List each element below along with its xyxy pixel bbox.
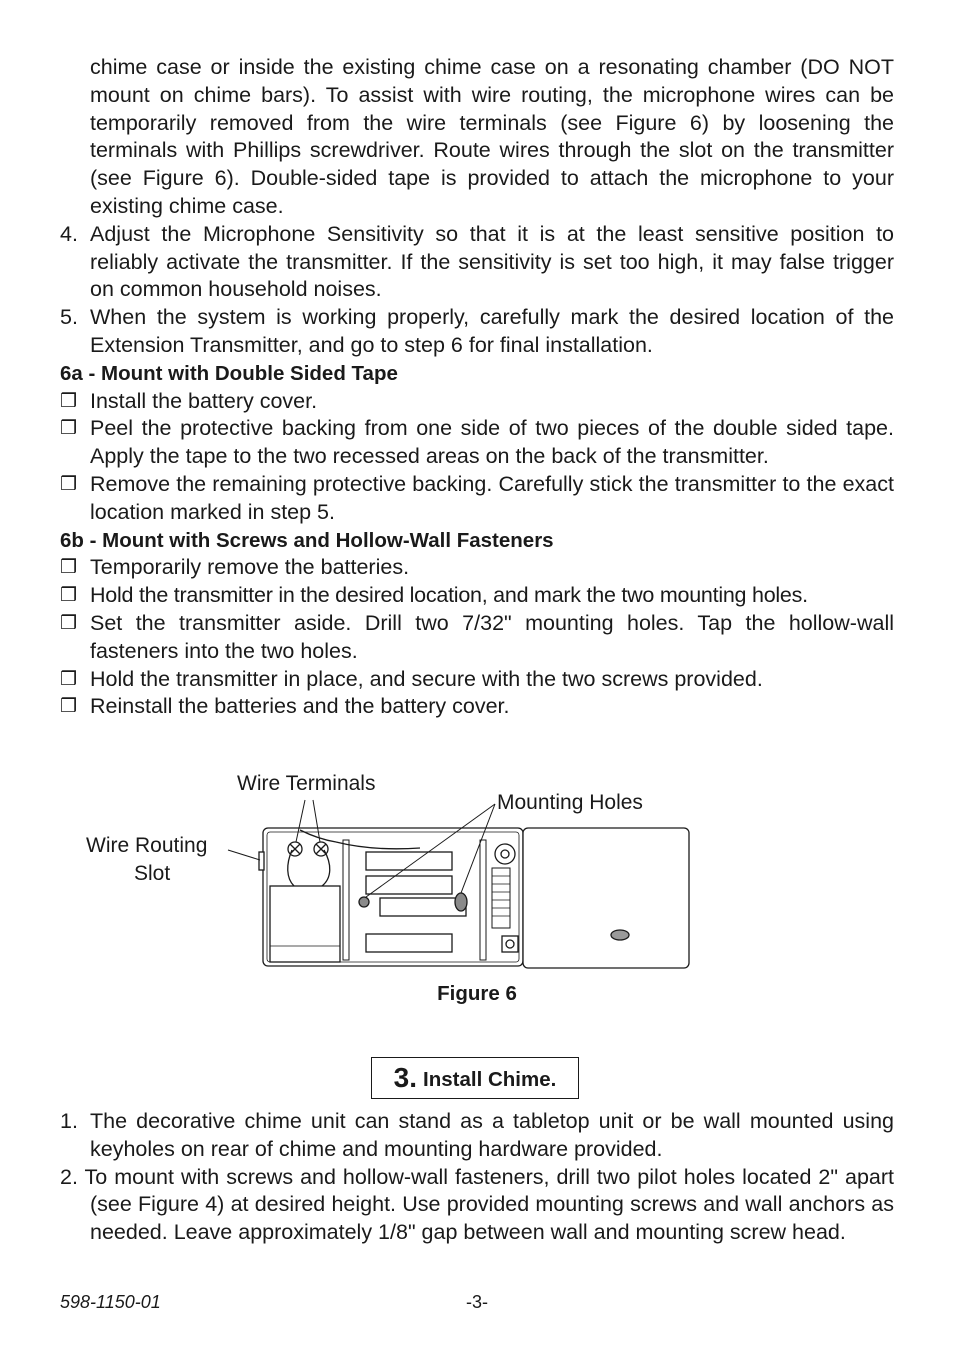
leader-line <box>296 800 305 842</box>
sensitivity-knob <box>495 844 515 864</box>
step-number: 4. <box>60 221 78 246</box>
figure-caption: Figure 6 <box>437 982 517 1005</box>
wire-routing-slot <box>259 852 264 870</box>
transmitter-diagram <box>60 760 894 975</box>
checklist-text: Set the transmitter aside. Drill two 7/32" mounting holes. Tap the hollow-wall fasteners into the two holes. <box>90 610 894 663</box>
battery-clip <box>480 840 486 960</box>
battery-cover <box>523 828 689 968</box>
battery <box>366 934 452 952</box>
section-6a-heading: 6a - Mount with Double Sided Tape <box>60 361 398 385</box>
checkbox-icon: ❒ <box>60 473 78 495</box>
leader-line <box>366 804 495 897</box>
label-slot: Slot <box>134 862 171 885</box>
step-3-number: 3. <box>393 1062 418 1093</box>
cover-latch <box>611 930 629 940</box>
instructions-top <box>60 54 894 721</box>
step-number: 1. <box>60 1109 78 1133</box>
checklist-text: Peel the protective backing from one side of two pieces of the double sided tape. Apply the tape to the two recessed areas on the back of the transmitter. <box>90 416 894 469</box>
battery <box>380 898 466 916</box>
checklist-item <box>60 388 894 416</box>
document-number: 598-1150-01 <box>60 1292 161 1312</box>
checklist-item <box>60 610 894 666</box>
checklist-text: Remove the remaining protective backing. Carefully stick the transmitter to the exact location marked in step 5. <box>90 471 894 524</box>
intro-paragraph: chime case or inside the existing chime case on a resonating chamber (DO NOT mount on chime bars). To assist with wire routing, the microphone wires can be temporarily removed from the wire terminals (see Figure 6) by loosening the terminals with Phillips screwdriver. Route wires through the slot on the transmitter (see Figure 6). Double-sided tape is provided to attach the microphone to your existing chime case. <box>90 55 894 218</box>
checkbox-icon: ❒ <box>60 585 78 607</box>
checkbox-icon: ❒ <box>60 612 78 634</box>
step-3-box <box>371 1057 579 1099</box>
step-text: When the system is working properly, carefully mark the desired location of the Extension Transmitter, and go to step 6 for final installation. <box>90 305 894 357</box>
instructions-bottom <box>60 1108 894 1247</box>
label-mounting-holes: Mounting Holes <box>497 791 643 814</box>
step-text: The decorative chime unit can stand as a tabletop unit or be wall mounted using keyholes on rear of chime and mounting hardware provided. <box>90 1109 894 1161</box>
checklist-text: Hold the transmitter in place, and secure with the two screws provided. <box>90 666 763 691</box>
battery <box>366 852 452 870</box>
step-number: 2. <box>60 1164 78 1189</box>
step-4 <box>60 221 894 304</box>
checklist-text: Install the battery cover. <box>90 388 318 413</box>
checklist-text: Temporarily remove the batteries. <box>90 555 410 580</box>
checklist-item <box>60 415 894 471</box>
leader-line <box>461 804 495 893</box>
checklist-item <box>60 693 894 721</box>
checklist-text: Reinstall the batteries and the battery cover. <box>90 694 510 719</box>
label-wire-routing: Wire Routing <box>86 834 208 857</box>
battery-clip <box>343 840 349 960</box>
section-6b-heading: 6b - Mount with Screws and Hollow-Wall Fasteners <box>60 528 554 552</box>
dip-switch <box>492 868 510 928</box>
battery <box>366 876 452 894</box>
figure-6 <box>60 760 894 1020</box>
checkbox-icon: ❒ <box>60 668 78 690</box>
checklist-item <box>60 471 894 527</box>
checklist-item <box>60 554 894 582</box>
microphone-box <box>270 886 340 962</box>
checklist-item <box>60 666 894 694</box>
checkbox-icon: ❒ <box>60 418 78 440</box>
checkbox-icon: ❒ <box>60 696 78 718</box>
mounting-hole <box>455 893 467 911</box>
checkbox-icon: ❒ <box>60 390 78 412</box>
step-3-label: Install Chime. <box>423 1068 557 1091</box>
page-number: -3- <box>466 1292 488 1312</box>
step-text: To mount with screws and hollow-wall fasteners, drill two pilot holes located 2" apart (see Figure 4) at desired height. Use provided mounting screws and wall anchors as needed. Leave approximately 1/8" gap between wall and mounting screw head. <box>84 1164 895 1245</box>
chime-step-1 <box>60 1108 894 1164</box>
chime-step-2 <box>60 1164 894 1247</box>
step-5 <box>60 304 894 360</box>
label-wire-terminals: Wire Terminals <box>237 772 376 795</box>
test-button <box>502 936 518 952</box>
leader-line <box>228 850 260 860</box>
checkbox-icon: ❒ <box>60 557 78 579</box>
step-number: 5. <box>60 305 78 330</box>
mounting-hole <box>359 897 369 907</box>
checklist-item <box>60 582 894 610</box>
step-text: Adjust the Microphone Sensitivity so that it is at the least sensitive position to reliably activate the transmitter. If the sensitivity is set too high, it may false trigger on common household noises. <box>90 221 894 302</box>
checklist-text: Hold the transmitter in the desired location, and mark the two mounting holes. <box>90 583 808 608</box>
